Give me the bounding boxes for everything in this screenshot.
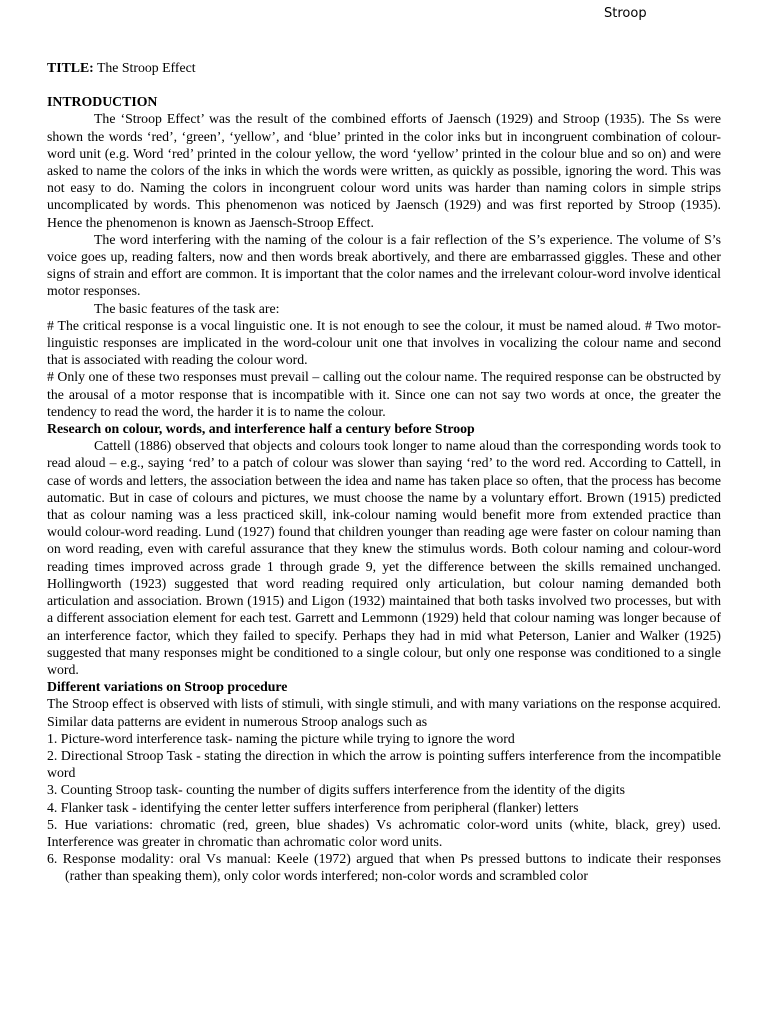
list-item: 3. Counting Stroop task- counting the number of digits suffers interference from the identity of the digits — [47, 782, 625, 798]
intro-paragraph-5: # Only one of these two responses must prevail – calling out the colour name. The required response can be obstructed by the arousal of a motor response that is incompatible with it. Since one can not say two words at once, the greater the tendency to read the word, the harder it is to name the colour. — [47, 369, 721, 419]
intro-paragraph-4: # The critical response is a vocal linguistic one. It is not enough to see the colour, it must be named aloud. # Two motor-linguistic responses are implicated in the word-colour unit one that involves in vocalizing the colour name and second that is associated with reading the colour word. — [47, 317, 721, 368]
variations-intro: The Stroop effect is observed with lists of stimuli, with single stimuli, and with many variations on the response acquired. Similar data patterns are evident in numerous Stroop analogs such as — [47, 696, 721, 729]
list-item: 1. Picture-word interference task- naming the picture while trying to ignore the word — [47, 730, 515, 746]
research-paragraph: Cattell (1886) observed that objects and colours took longer to name aloud than the corresponding words took to read aloud – e.g., saying ‘red’ to a patch of colour was slower than saying ‘red’ to the word red. According to Cattell, in case of words and letters, the association between the idea and name has taken place so often, that the process has become automatic. But in case of colours and pictures, we must choose the name by a voluntary effort. Brown (1915) predicted that as colour naming was a less practiced skill, ink-colour naming would benefit more from extended practice than would colour-word reading. Lund (1927) found that children younger than reading age were faster on colour naming than on word reading, even with careful assurance that they knew the stimulus words. Both colour naming and colour-word reading times improved across grade 1 through grade 9, yet the difference between the skills remained unchanged. Hollingworth (1923) suggested that word reading required only articulation, but colour naming demanded both articulation and association. Brown (1915) and Ligon (1932) maintained that both tasks involved two processes, but with a different association element for each test. Garrett and Lemmonn (1929) held that colour naming was longer because of an interference factor, which they failed to specify. Perhaps they had in mid what Peterson, Lanier and Walker (1925) suggested that many responses might be conditioned to a single colour, but only one response was conditioned to a single word. — [47, 438, 721, 677]
research-heading: Research on colour, words, and interference half a century before Stroop — [47, 421, 475, 437]
intro-paragraph-3: The basic features of the task are: — [94, 300, 280, 316]
title-label: TITLE: — [47, 60, 94, 75]
intro-paragraph-2: The word interfering with the naming of the colour is a fair reflection of the S’s experience. The volume of S’s voice goes up, reading falters, now and then words break abortively, and there are embarrassed giggles. These and other signs of strain and effort are common. It is important that the color names and the irrelevant colour-word involve identical motor responses. — [47, 231, 721, 299]
title-text: The Stroop Effect — [93, 60, 196, 75]
title-line — [47, 59, 721, 76]
document-body — [47, 59, 721, 885]
list-item: 4. Flanker task - identifying the center letter suffers interference from peripheral (flanker) letters — [47, 799, 579, 815]
list-item: 6. Response modality: oral Vs manual: Keele (1972) argued that when Ps pressed buttons to indicate their responses (rather than speaking them), only color words interfered; non-color words and scrambled color — [47, 851, 721, 884]
list-item: 2. Directional Stroop Task - stating the direction in which the arrow is pointing suffers interference from the incompatible word — [47, 747, 721, 781]
running-head: Stroop — [604, 6, 647, 21]
variations-heading: Different variations on Stroop procedure — [47, 679, 288, 695]
list-item: 5. Hue variations: chromatic (red, green, blue shades) Vs achromatic color-word units (white, black, grey) used. Interference was greater in chromatic than achromatic color word units. — [47, 816, 721, 849]
introduction-heading: INTRODUCTION — [47, 94, 158, 110]
intro-paragraph-1: The ‘Stroop Effect’ was the result of the combined efforts of Jaensch (1929) and Stroop (1935). The Ss were shown the words ‘red’, ‘green’, ‘yellow’, and ‘blue’ printed in the color inks but in incongruent combination of colour-word unit (e.g. Word ‘red’ printed in the colour yellow, the word ‘yellow’ printed in the colour blue and so on) and were asked to name the colors of the inks in which the words were written, as quickly as possible, ignoring the word. This was not easy to do. Naming the colors in incongruent colour word units was harder than naming colors in simple strips uncomplicated by words. This phenomenon was noticed by Jaensch (1929) and was first reported by Stroop (1935). Hence the phenomenon is known as Jaensch-Stroop Effect. — [47, 111, 721, 230]
